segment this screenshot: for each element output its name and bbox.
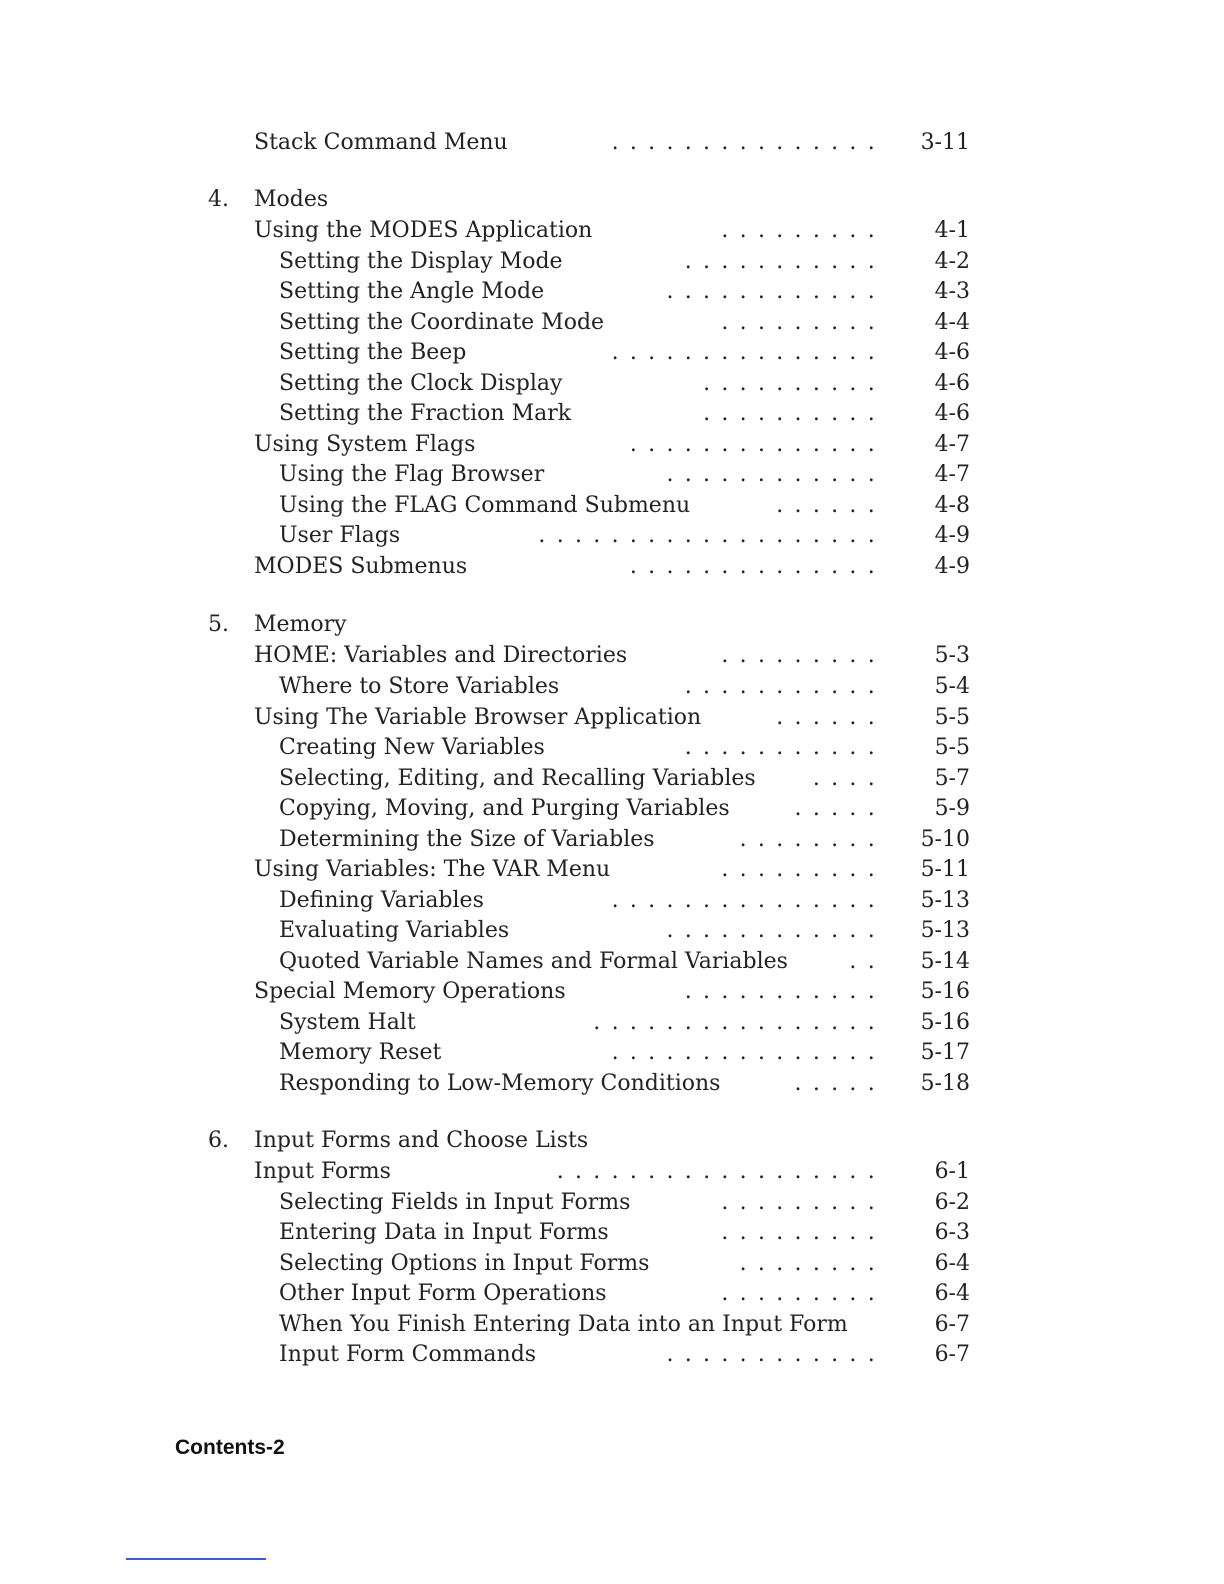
toc-entry-page: 3-11 bbox=[920, 130, 970, 155]
toc-entry-page: 4-9 bbox=[934, 523, 970, 548]
dot-leader: ............... bbox=[611, 888, 886, 913]
toc-entry[interactable] bbox=[0, 399, 1224, 429]
toc-entry-page: 5-16 bbox=[920, 979, 970, 1004]
toc-entry[interactable] bbox=[0, 460, 1224, 490]
toc-entry[interactable] bbox=[0, 1279, 1224, 1309]
toc-entry-page: 5-13 bbox=[920, 888, 970, 913]
toc-entry-title: Setting the Clock Display bbox=[279, 371, 563, 396]
toc-entry[interactable] bbox=[0, 794, 1224, 824]
dot-leader: ......... bbox=[721, 1190, 886, 1215]
toc-entry[interactable] bbox=[0, 947, 1224, 977]
dot-leader: ................... bbox=[538, 523, 886, 548]
toc-entry-page: 5-14 bbox=[920, 949, 970, 974]
toc-entry[interactable] bbox=[0, 247, 1224, 277]
chapter-number: 5. bbox=[208, 612, 229, 637]
dot-leader: ............ bbox=[666, 279, 886, 304]
chapter-title: Modes bbox=[254, 187, 329, 212]
toc-entry-title: System Halt bbox=[279, 1010, 416, 1035]
toc-entry-title: Using the Flag Browser bbox=[279, 462, 545, 487]
toc-entry-page: 6-2 bbox=[934, 1190, 970, 1215]
toc-entry-title: Using Variables: The VAR Menu bbox=[254, 857, 611, 882]
toc-entry-title: Quoted Variable Names and Formal Variables bbox=[279, 949, 788, 974]
toc-entry-title: Copying, Moving, and Purging Variables bbox=[279, 796, 730, 821]
toc-entry-title: Special Memory Operations bbox=[254, 979, 566, 1004]
toc-entry-page: 4-6 bbox=[934, 401, 970, 426]
dot-leader: ........... bbox=[684, 674, 886, 699]
dot-leader: ............... bbox=[611, 130, 886, 155]
dot-leader: ........ bbox=[739, 827, 886, 852]
dot-leader: ......... bbox=[721, 1281, 886, 1306]
dot-leader: .............. bbox=[629, 554, 886, 579]
toc-entry-page: 5-7 bbox=[934, 766, 970, 791]
toc-entry-page: 4-7 bbox=[934, 432, 970, 457]
dot-leader: ........... bbox=[684, 249, 886, 274]
toc-entry-title: Stack Command Menu bbox=[254, 130, 508, 155]
toc-entry-title: Other Input Form Operations bbox=[279, 1281, 607, 1306]
toc-entry-title: Creating New Variables bbox=[279, 735, 545, 760]
toc-entry[interactable] bbox=[0, 491, 1224, 521]
toc-entry-title: MODES Submenus bbox=[254, 554, 468, 579]
dot-leader: .............. bbox=[629, 432, 886, 457]
toc-entry-title: HOME: Variables and Directories bbox=[254, 643, 628, 668]
toc-entry[interactable] bbox=[0, 733, 1224, 763]
dot-leader: ........... bbox=[684, 979, 886, 1004]
toc-entry-page: 5-10 bbox=[920, 827, 970, 852]
toc-entry-page: 4-4 bbox=[934, 310, 970, 335]
dot-leader: ............ bbox=[666, 918, 886, 943]
toc-entry-title: Setting the Fraction Mark bbox=[279, 401, 572, 426]
dot-leader: ..... bbox=[794, 796, 886, 821]
toc-entry[interactable] bbox=[0, 703, 1224, 733]
toc-entry-page: 4-6 bbox=[934, 371, 970, 396]
toc-entry-title: Setting the Beep bbox=[279, 340, 467, 365]
toc-entry-title: Input Form Commands bbox=[279, 1342, 537, 1367]
toc-entry[interactable] bbox=[0, 855, 1224, 885]
dot-leader: .......... bbox=[703, 371, 886, 396]
toc-entry-title: Defining Variables bbox=[279, 888, 484, 913]
dot-leader: ............... bbox=[611, 340, 886, 365]
footer-rule bbox=[126, 1558, 266, 1560]
toc-entry[interactable] bbox=[0, 521, 1224, 551]
toc-entry-page: 4-8 bbox=[934, 493, 970, 518]
toc-entry[interactable] bbox=[0, 977, 1224, 1007]
toc-entry-page: 5-13 bbox=[920, 918, 970, 943]
dot-leader: ......... bbox=[721, 1220, 886, 1245]
toc-entry-page: 4-1 bbox=[934, 218, 970, 243]
toc-entry-page: 5-3 bbox=[934, 643, 970, 668]
toc-entry[interactable] bbox=[0, 1249, 1224, 1279]
toc-entry-title: Responding to Low-Memory Conditions bbox=[279, 1071, 721, 1096]
chapter-number: 6. bbox=[208, 1128, 229, 1153]
toc-entry[interactable] bbox=[0, 916, 1224, 946]
toc-entry[interactable] bbox=[0, 1069, 1224, 1099]
toc-entry-title: Setting the Display Mode bbox=[279, 249, 563, 274]
toc-entry-title: Selecting, Editing, and Recalling Variables bbox=[279, 766, 756, 791]
toc-entry[interactable] bbox=[0, 369, 1224, 399]
toc-entry-page: 6-1 bbox=[934, 1159, 970, 1184]
toc-entry-title: When You Finish Entering Data into an Input Form bbox=[279, 1312, 848, 1337]
toc-entry-page: 6-3 bbox=[934, 1220, 970, 1245]
toc-entry[interactable] bbox=[0, 1188, 1224, 1218]
toc-entry[interactable] bbox=[0, 128, 1224, 158]
toc-entry[interactable] bbox=[0, 1157, 1224, 1187]
toc-entry[interactable] bbox=[0, 1218, 1224, 1248]
toc-entry[interactable] bbox=[0, 764, 1224, 794]
toc-entry[interactable] bbox=[0, 825, 1224, 855]
toc-entry[interactable] bbox=[0, 277, 1224, 307]
toc-entry-title: Using the MODES Application bbox=[254, 218, 593, 243]
page-footer-label: Contents-2 bbox=[175, 1436, 285, 1459]
chapter-heading[interactable] bbox=[0, 185, 1224, 215]
toc-entry[interactable] bbox=[0, 1310, 1224, 1340]
toc-entry[interactable] bbox=[0, 338, 1224, 368]
chapter-heading[interactable] bbox=[0, 610, 1224, 640]
chapter-heading[interactable] bbox=[0, 1126, 1224, 1156]
toc-entry-page: 6-7 bbox=[934, 1312, 970, 1337]
toc-entry-title: Determining the Size of Variables bbox=[279, 827, 655, 852]
toc-entry-title: User Flags bbox=[279, 523, 401, 548]
toc-entry-page: 4-2 bbox=[934, 249, 970, 274]
chapter-title: Input Forms and Choose Lists bbox=[254, 1128, 589, 1153]
dot-leader: ...... bbox=[776, 493, 886, 518]
dot-leader: .................. bbox=[556, 1159, 886, 1184]
toc-entry-page: 6-4 bbox=[934, 1281, 970, 1306]
toc-entry-page: 5-9 bbox=[934, 796, 970, 821]
toc-entry-page: 5-16 bbox=[920, 1010, 970, 1035]
toc-entry[interactable] bbox=[0, 886, 1224, 916]
toc-entry[interactable] bbox=[0, 672, 1224, 702]
toc-entry-title: Selecting Fields in Input Forms bbox=[279, 1190, 631, 1215]
dot-leader: ......... bbox=[721, 310, 886, 335]
toc-entry-page: 5-4 bbox=[934, 674, 970, 699]
toc-entry-title: Entering Data in Input Forms bbox=[279, 1220, 609, 1245]
toc-entry-title: Using the FLAG Command Submenu bbox=[279, 493, 691, 518]
dot-leader: ..... bbox=[794, 1071, 886, 1096]
toc-entry-title: Setting the Coordinate Mode bbox=[279, 310, 605, 335]
toc-entry-page: 5-17 bbox=[920, 1040, 970, 1065]
dot-leader: .... bbox=[812, 766, 886, 791]
toc-entry-title: Evaluating Variables bbox=[279, 918, 510, 943]
toc-entry[interactable] bbox=[0, 216, 1224, 246]
toc-entry-title: Selecting Options in Input Forms bbox=[279, 1251, 650, 1276]
toc-entry-page: 6-4 bbox=[934, 1251, 970, 1276]
toc-entry-page: 5-5 bbox=[934, 705, 970, 730]
chapter-number: 4. bbox=[208, 187, 229, 212]
toc-entry-page: 5-18 bbox=[920, 1071, 970, 1096]
toc-entry-page: 5-11 bbox=[920, 857, 970, 882]
toc-entry[interactable] bbox=[0, 1340, 1224, 1370]
dot-leader: ............... bbox=[611, 1040, 886, 1065]
toc-entry[interactable] bbox=[0, 641, 1224, 671]
dot-leader: ......... bbox=[721, 218, 886, 243]
toc-entry[interactable] bbox=[0, 1038, 1224, 1068]
toc-entry-title: Using The Variable Browser Application bbox=[254, 705, 702, 730]
dot-leader: ......... bbox=[721, 857, 886, 882]
toc-entry[interactable] bbox=[0, 1008, 1224, 1038]
dot-leader: ................ bbox=[593, 1010, 886, 1035]
toc-entry-page: 4-6 bbox=[934, 340, 970, 365]
dot-leader: ........... bbox=[684, 735, 886, 760]
toc-entry-title: Memory Reset bbox=[279, 1040, 442, 1065]
toc-entry-title: Input Forms bbox=[254, 1159, 391, 1184]
toc-entry-page: 5-5 bbox=[934, 735, 970, 760]
dot-leader: ............ bbox=[666, 1342, 886, 1367]
dot-leader: .......... bbox=[703, 401, 886, 426]
chapter-title: Memory bbox=[254, 612, 347, 637]
toc-entry-page: 4-7 bbox=[934, 462, 970, 487]
dot-leader: ............ bbox=[666, 462, 886, 487]
toc-entry-page: 4-3 bbox=[934, 279, 970, 304]
toc-entry[interactable] bbox=[0, 308, 1224, 338]
toc-entry-title: Where to Store Variables bbox=[279, 674, 560, 699]
toc-entry[interactable] bbox=[0, 552, 1224, 582]
dot-leader: ...... bbox=[776, 705, 886, 730]
toc-entry-page: 4-9 bbox=[934, 554, 970, 579]
toc-entry-title: Using System Flags bbox=[254, 432, 476, 457]
toc-entry[interactable] bbox=[0, 430, 1224, 460]
toc-entry-page: 6-7 bbox=[934, 1342, 970, 1367]
dot-leader: .. bbox=[849, 949, 886, 974]
dot-leader: ........ bbox=[739, 1251, 886, 1276]
dot-leader: ......... bbox=[721, 643, 886, 668]
toc-entry-title: Setting the Angle Mode bbox=[279, 279, 545, 304]
